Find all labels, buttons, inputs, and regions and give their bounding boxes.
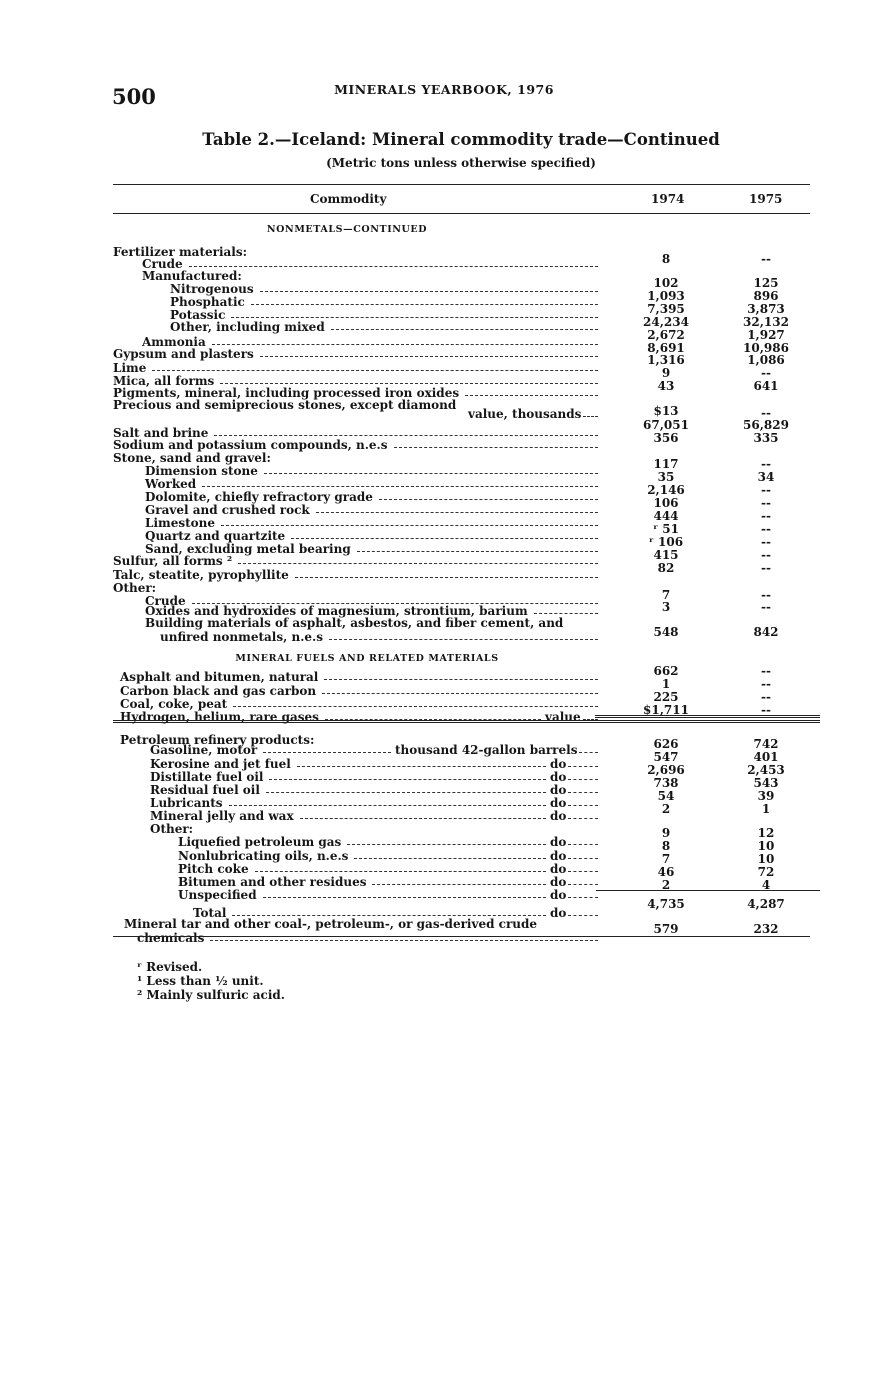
value-1974: 67,051 [643,418,689,432]
row-unit: do [550,809,567,823]
value-1975: 39 [757,789,775,803]
value-1974: 7,395 [647,302,685,316]
row-label: Kerosine and jet fuel [150,757,291,771]
value-1975: 1,086 [747,353,785,367]
row-label: Pigments, mineral, including processed iron oxides [113,386,460,400]
value-1974: 8 [661,252,671,266]
value-1974: 662 [653,664,679,678]
row-unit: thousand 42-gallon barrels [395,743,578,757]
row-label: Unspecified [178,888,257,902]
value-1974: 2 [661,802,671,816]
value-1974: 9 [661,366,671,380]
value-1975: -- [761,366,771,380]
value-1974: 2,696 [647,763,685,777]
row-label: Hydrogen, helium, rare gases [120,710,319,724]
value-1975: -- [761,509,771,523]
value-1974: 8 [661,839,671,853]
leader-dots [300,818,546,819]
row-label: Gravel and crushed rock [145,503,310,517]
row-label: Worked [145,477,197,491]
row-label: Salt and brine [113,426,209,440]
footnote-revised: ʳ Revised. [137,960,203,974]
value-1975: 12 [757,826,775,840]
table-subtitle: (Metric tons unless otherwise specified) [326,156,596,170]
row-label: Coal, coke, peat [120,697,228,711]
leader-dots [210,940,598,941]
value-1974: ʳ 51 [653,522,679,536]
row-label: Building materials of asphalt, asbestos, and fiber cement, and [145,616,564,630]
row-label: Carbon black and gas carbon [120,684,317,698]
value-1975: 896 [753,289,779,303]
value-1974: $13 [653,404,679,418]
row-unit: do [550,888,567,902]
row-label: Lime [113,361,147,375]
value-1974: 2 [661,878,671,892]
value-1974: 626 [653,737,679,751]
bottom-rule [113,936,810,937]
row-label: Lubricants [150,796,223,810]
row-label: Dimension stone [145,464,258,478]
row-unit: value, thousands [468,407,582,421]
value-1974: 106 [653,496,679,510]
section-heading-nonmetals: NONMETALS—CONTINUED [266,224,428,235]
value-1974: 46 [657,865,675,879]
value-1974: 43 [657,379,675,393]
top-rule [113,184,810,185]
value-1975: 641 [753,379,779,393]
value-1975: -- [761,690,771,704]
row-label: Bitumen and other residues [178,875,367,889]
value-1975: -- [761,252,771,266]
value-1975: 2,453 [747,763,785,777]
value-1974: 2,672 [647,328,685,342]
row-unit: value [545,710,581,724]
leader-dots [232,915,546,916]
footnote-2: ² Mainly sulfuric acid. [137,988,285,1002]
row-unit: do [550,862,567,876]
column-header-1975: 1975 [749,192,783,206]
value-1975: 842 [753,625,779,639]
value-1975: 4 [761,878,771,892]
row-label: Other, including mixed [170,320,325,334]
value-1975: 1,927 [747,328,785,342]
row-label: Ammonia [142,335,206,349]
row-label: Limestone [145,516,215,530]
row-unit: do [550,906,567,920]
value-1975: 10 [757,852,775,866]
row-unit: do [550,783,567,797]
row-label: Manufactured: [142,269,242,283]
row-label: chemicals [137,931,205,945]
value-1975: -- [761,561,771,575]
row-label: Sodium and potassium compounds, n.e.s [113,438,388,452]
row-label: Crude [145,594,186,608]
value-1975: 4,287 [747,897,785,911]
leader-dots [465,395,598,396]
row-unit: do [550,835,567,849]
row-label: Gypsum and plasters [113,347,254,361]
value-1974: 24,234 [643,315,689,329]
value-1975: -- [761,483,771,497]
row-label: Mineral tar and other coal-, petroleum-, or gas-derived crude [124,917,538,931]
row-label: Other: [113,581,157,595]
row-label: Crude [142,257,183,271]
value-1974: 1,316 [647,353,685,367]
value-1974: 35 [657,470,675,484]
value-1975: 32,132 [743,315,789,329]
value-1975: 742 [753,737,779,751]
row-label: Asphalt and bitumen, natural [120,670,319,684]
value-1974: 7 [661,588,671,602]
section-heading-fuels: MINERAL FUELS AND RELATED MATERIALS [235,653,499,664]
value-1975: 125 [753,276,779,290]
value-1974: 579 [653,922,679,936]
leader-dots [189,266,598,267]
value-1974: 1 [661,677,671,691]
row-label: Petroleum refinery products: [120,733,315,747]
value-1975: -- [761,496,771,510]
row-unit: do [550,875,567,889]
row-label: Precious and semiprecious stones, except diamond [113,398,457,412]
value-1975: 335 [753,431,779,445]
value-1975: -- [761,522,771,536]
footnote-1: ¹ Less than ½ unit. [137,974,264,988]
value-1974: 82 [657,561,675,575]
value-1974: ʳ 106 [648,535,684,549]
value-1974: 444 [653,509,679,523]
table-title: Table 2.—Iceland: Mineral commodity trade—Continued [202,130,720,149]
row-unit: do [550,849,567,863]
row-label: Nitrogenous [170,282,254,296]
value-1974: 1,093 [647,289,685,303]
row-label: Mineral jelly and wax [150,809,294,823]
value-1975: -- [761,535,771,549]
value-1974: $1,711 [643,703,689,717]
page-number: 500 [112,84,156,109]
value-1974: 7 [661,852,671,866]
leader-dots [394,447,598,448]
row-label: Quartz and quartzite [145,529,286,543]
row-label: unfired nonmetals, n.e.s [160,630,323,644]
value-1975: 543 [753,776,779,790]
header-rule [113,213,810,214]
row-label: Mica, all forms [113,374,215,388]
value-1975: -- [761,548,771,562]
leader-dots [295,577,598,578]
row-label: Other: [150,822,194,836]
section-rule-petroleum [113,720,820,723]
value-1975: 3,873 [747,302,785,316]
row-label: Sulfur, all forms ² [113,554,233,568]
row-label: Pitch coke [178,862,249,876]
row-unit: do [550,770,567,784]
value-1975: 1 [761,802,771,816]
value-1974: 54 [657,789,675,803]
value-1974: 4,735 [647,897,685,911]
row-label: Phosphatic [170,295,245,309]
row-label: Stone, sand and gravel: [113,451,271,465]
value-1975: -- [761,588,771,602]
row-label: Distillate fuel oil [150,770,264,784]
leader-dots [329,639,598,640]
value-1975: 10 [757,839,775,853]
leader-dots [568,818,598,819]
value-1975: -- [761,600,771,614]
value-1975: -- [761,457,771,471]
value-1975: 401 [753,750,779,764]
row-unit: do [550,757,567,771]
value-1975: -- [761,703,771,717]
value-1975: -- [761,664,771,678]
value-1975: 56,829 [743,418,789,432]
row-label: Nonlubricating oils, n.e.s [178,849,349,863]
value-1975: 232 [753,922,779,936]
value-1974: 738 [653,776,679,790]
row-unit: do [550,796,567,810]
row-label: Liquefied petroleum gas [178,835,342,849]
value-1974: 117 [653,457,679,471]
row-label: Dolomite, chiefly refractory grade [145,490,373,504]
value-1974: 225 [653,690,679,704]
running-head: MINERALS YEARBOOK, 1976 [334,82,554,97]
value-1974: 8,691 [647,341,685,355]
row-label: Total [193,906,227,920]
subtotal-rule-fuels [595,715,820,718]
leader-dots [568,915,598,916]
row-label: Talc, steatite, pyrophyllite [113,568,289,582]
value-1974: 3 [661,600,671,614]
value-1974: 102 [653,276,679,290]
row-label: Potassic [170,308,226,322]
row-label: Sand, excluding metal bearing [145,542,351,556]
value-1974: 415 [653,548,679,562]
row-label: Oxides and hydroxides of magnesium, strontium, barium [145,604,528,618]
value-1974: 548 [653,625,679,639]
column-header-commodity: Commodity [310,192,387,206]
value-1975: -- [761,406,771,420]
column-header-1974: 1974 [651,192,685,206]
value-1975: -- [761,677,771,691]
row-label: Residual fuel oil [150,783,260,797]
value-1975: 34 [757,470,775,484]
row-label: Fertilizer materials: [113,245,248,259]
value-1974: 547 [653,750,679,764]
value-1975: 10,986 [743,341,789,355]
value-1974: 9 [661,826,671,840]
value-1974: 2,146 [647,483,685,497]
value-1975: 72 [757,865,775,879]
total-rule [596,890,820,891]
value-1974: 356 [653,431,679,445]
row-label: Gasoline, motor [150,743,258,757]
